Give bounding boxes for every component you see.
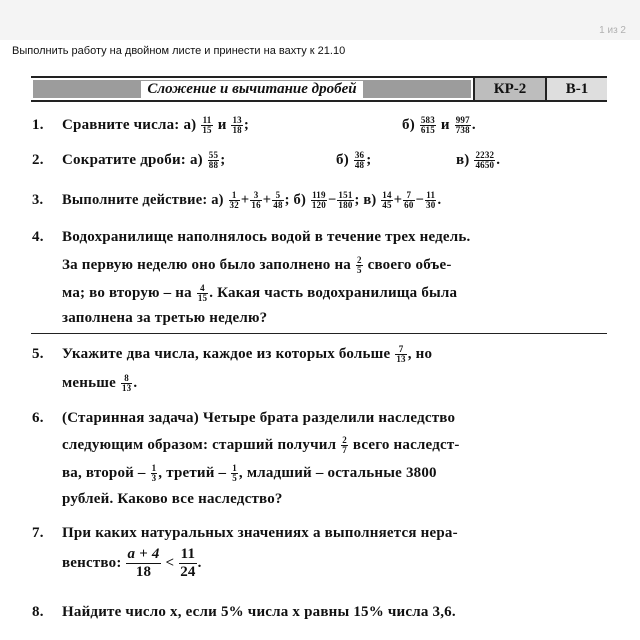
- task-text: следующим образом: старший получил: [62, 436, 337, 453]
- punct: ;: [243, 116, 250, 133]
- punct: .: [471, 116, 476, 133]
- punct: .: [197, 554, 202, 571]
- label-c: в): [456, 151, 470, 168]
- label-b: б): [336, 151, 349, 168]
- task-text: Водохранилище наполнялось водой в течение трех недель.: [62, 229, 471, 245]
- fraction: $\frac{36}{48}$: [354, 150, 365, 170]
- task-4-line-4: [62, 310, 267, 327]
- fraction: $\frac{1}{5}$: [232, 463, 237, 483]
- fraction: $\frac{7}{60}$: [404, 190, 414, 210]
- label-a: а): [211, 191, 224, 208]
- test-code: КР-2: [473, 78, 545, 100]
- task-text: Укажите два числа, каждое из которых больше: [62, 345, 391, 362]
- task-7-line-1: [32, 525, 458, 542]
- task-number: 6.: [32, 410, 44, 426]
- label-a: а): [189, 151, 203, 168]
- task-6-line-2: [62, 436, 460, 455]
- task-7-line-2: [62, 546, 202, 581]
- header-title: Сложение и вычитание дробей: [141, 81, 362, 98]
- task-6-line-1: [32, 410, 455, 427]
- task-text: За первую неделю оно было заполнено на: [62, 256, 351, 273]
- variant-label: В-1: [545, 78, 607, 100]
- page-counter: 1 из 2: [599, 25, 626, 36]
- task-2: [32, 151, 225, 170]
- fraction: $\frac{a + 4}{18}$: [127, 546, 160, 580]
- fraction: $\frac{14}{45}$: [382, 190, 392, 210]
- task-number: 8.: [32, 604, 44, 620]
- label-a: а): [183, 116, 197, 133]
- task-text: Найдите число x, если 5% числа x равны 15% числа 3,6.: [62, 604, 456, 620]
- task-number: 2.: [32, 151, 44, 168]
- punct: ;: [284, 191, 290, 208]
- punct: ;: [220, 151, 226, 168]
- viewer-top-bar: [0, 0, 640, 40]
- fraction: $\frac{7}{13}$: [396, 344, 406, 364]
- task-4-line-1: [32, 229, 470, 246]
- task-5-line-2: [62, 374, 137, 393]
- task-text: При каких натуральных значениях a выполняется нера-: [62, 525, 458, 541]
- task-text: рублей. Каково все наследство?: [62, 491, 283, 507]
- fraction: $\frac{11}{15}$: [202, 115, 212, 135]
- task-number: 5.: [32, 345, 44, 362]
- task-text: ва, второй –: [62, 464, 146, 481]
- operator: <: [165, 554, 175, 571]
- operator: −: [327, 191, 337, 208]
- task-text: , третий –: [158, 464, 227, 481]
- task-4-line-2: [62, 256, 452, 275]
- header-title-cell: [33, 80, 471, 98]
- label-b: б): [402, 116, 415, 133]
- task-8: [32, 604, 456, 621]
- operator: +: [393, 191, 403, 208]
- punct: ;: [366, 151, 372, 168]
- operator: −: [415, 191, 425, 208]
- punct: .: [133, 374, 138, 391]
- punct: .: [437, 191, 442, 208]
- task-number: 7.: [32, 525, 44, 541]
- task-6-line-4: [62, 491, 283, 508]
- task-1-part-b: [402, 116, 476, 135]
- task-text: Сравните числа:: [62, 116, 180, 133]
- fraction: $\frac{151}{180}$: [338, 190, 353, 210]
- task-text: венство:: [62, 554, 122, 571]
- task-6-line-3: [62, 464, 437, 483]
- fraction: $\frac{1}{32}$: [229, 190, 239, 210]
- fraction: $\frac{3}{16}$: [251, 190, 261, 210]
- task-text: , младший – остальные 3800: [238, 464, 437, 481]
- fraction: $\frac{2232}{4650}$: [475, 150, 495, 170]
- task-text: своего объе-: [367, 256, 452, 273]
- operator: +: [262, 191, 272, 208]
- label-c: в): [363, 191, 377, 208]
- label-b: б): [293, 191, 307, 208]
- task-2-part-b: [336, 151, 371, 170]
- punct: .: [496, 151, 501, 168]
- task-text: Сократите дроби:: [62, 151, 186, 168]
- fraction: $\frac{2}{7}$: [342, 435, 347, 455]
- section-divider: [31, 333, 607, 334]
- worksheet-header: [31, 76, 607, 102]
- task-text: всего наследст-: [352, 436, 460, 453]
- fraction: $\frac{2}{5}$: [356, 255, 362, 275]
- fraction: $\frac{583}{615}$: [420, 115, 435, 135]
- fraction: $\frac{4}{15}$: [197, 283, 208, 303]
- task-text: меньше: [62, 374, 116, 391]
- task-4-line-3: [62, 284, 457, 303]
- fraction: $\frac{8}{13}$: [121, 373, 132, 393]
- task-number: 1.: [32, 116, 44, 133]
- task-number: 4.: [32, 229, 44, 245]
- task-text: . Какая часть водохранилища была: [209, 284, 458, 301]
- word-and: и: [217, 116, 227, 133]
- fraction: $\frac{5}{48}$: [273, 190, 283, 210]
- fraction: $\frac{1}{3}$: [151, 463, 157, 483]
- fraction: $\frac{119}{120}$: [311, 190, 326, 210]
- fraction: $\frac{11}{30}$: [426, 190, 436, 210]
- fraction: $\frac{55}{88}$: [208, 150, 219, 170]
- fraction: $\frac{13}{18}$: [232, 115, 242, 135]
- task-text: Выполните действие:: [62, 191, 208, 208]
- punct: ;: [354, 191, 360, 208]
- task-text: заполнена за третью неделю?: [62, 310, 268, 326]
- instruction-text: Выполнить работу на двойном листе и принести на вахту к 21.10: [12, 45, 346, 57]
- task-number: 3.: [32, 191, 44, 208]
- task-5-line-1: [32, 345, 432, 364]
- fraction: $\frac{11}{24}$: [180, 546, 196, 580]
- fraction: $\frac{997}{738}$: [455, 115, 470, 135]
- task-text: , но: [407, 345, 433, 362]
- word-and: и: [440, 116, 450, 133]
- operator: +: [240, 191, 250, 208]
- task-2-part-c: [456, 151, 500, 170]
- task-3: [32, 191, 441, 210]
- task-text: (Старинная задача) Четыре брата разделили наследство: [62, 410, 456, 426]
- task-text: ма; во вторую – на: [62, 284, 192, 301]
- task-1: [32, 116, 249, 135]
